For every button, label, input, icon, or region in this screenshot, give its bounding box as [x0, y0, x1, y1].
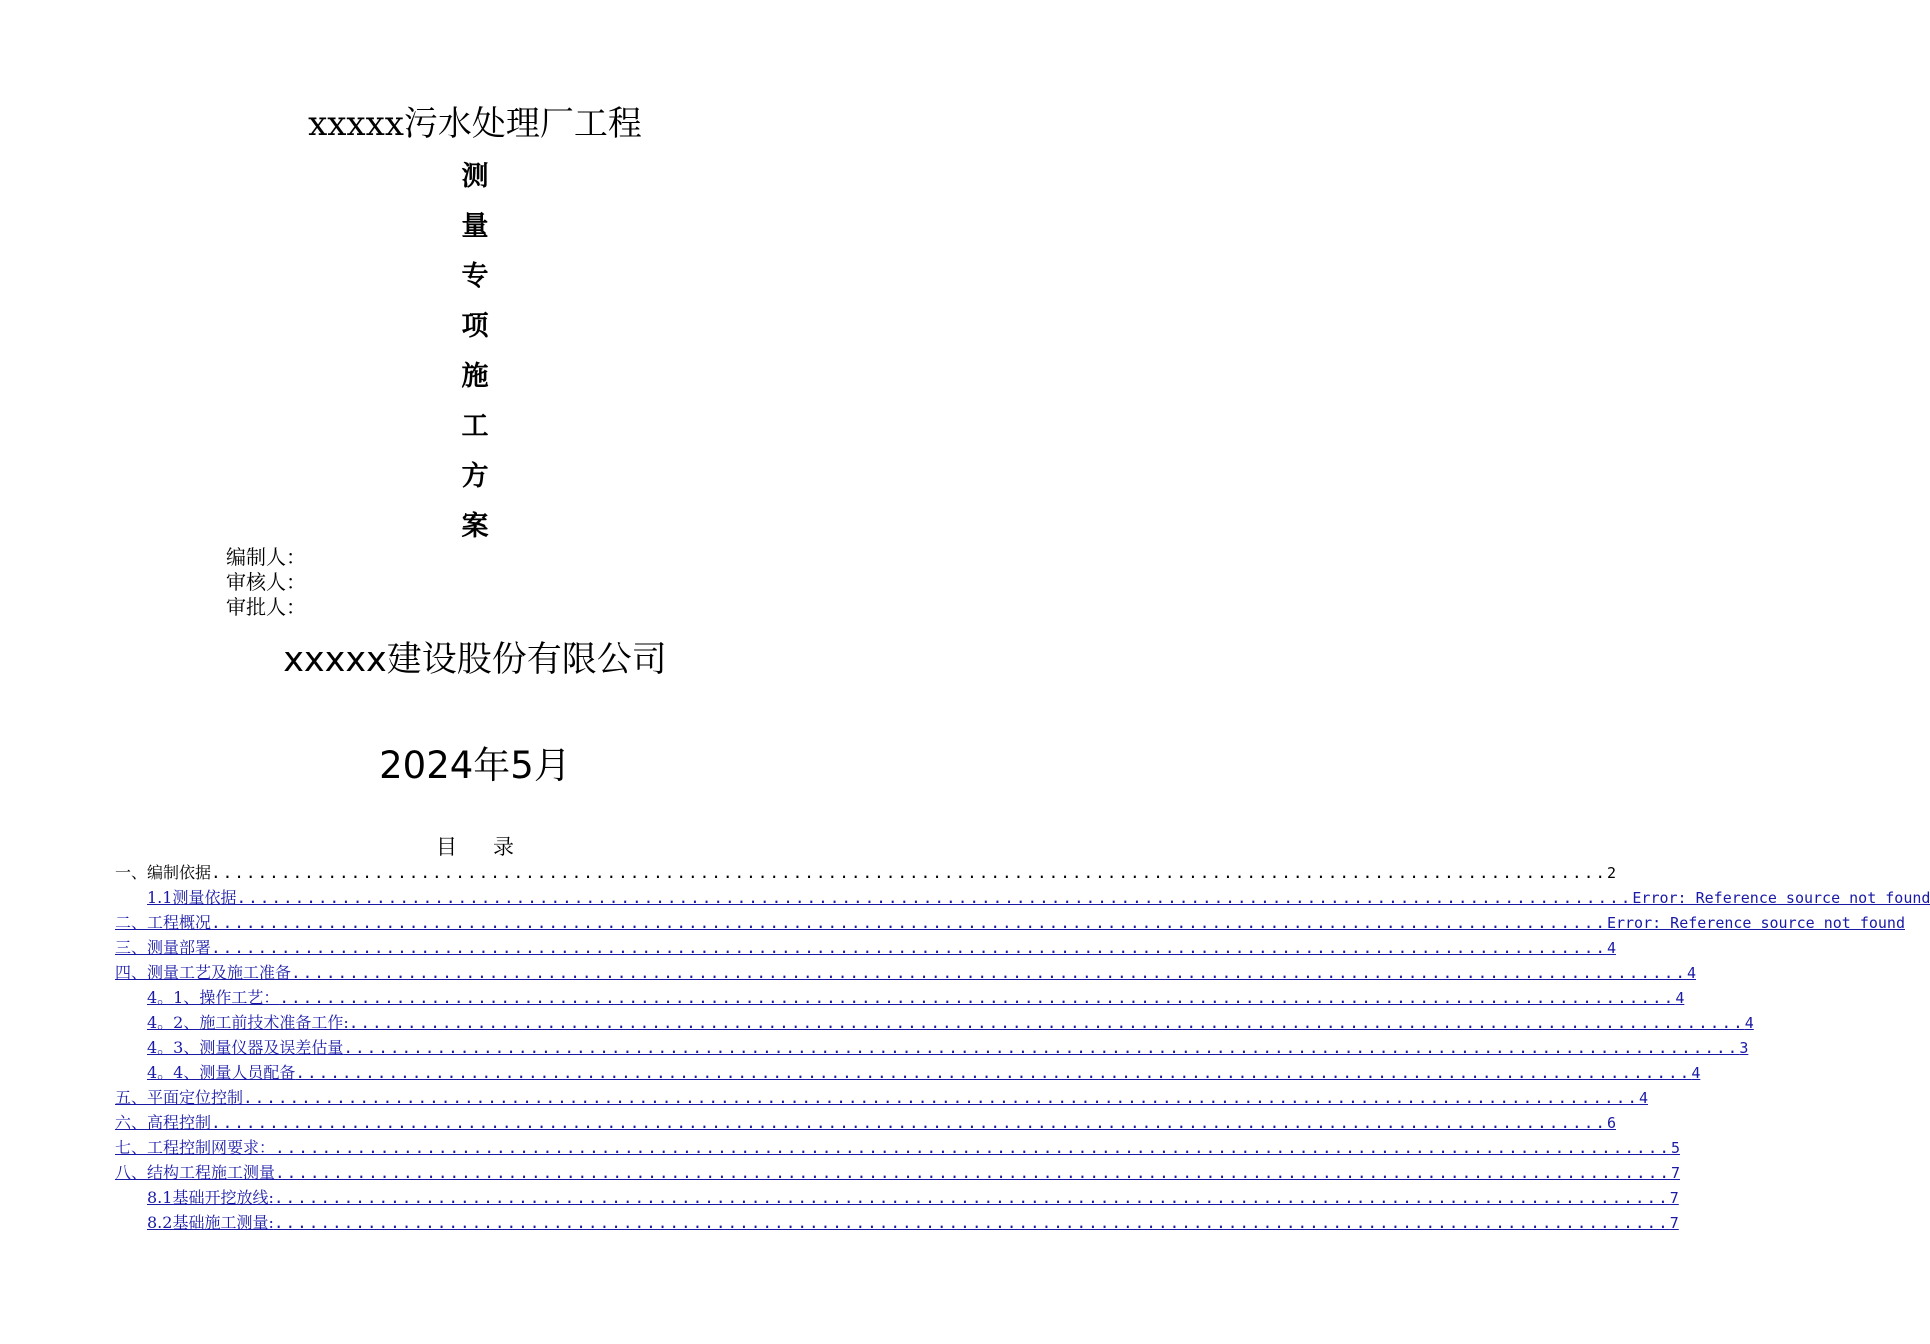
toc-entry-page: 6 [1606, 1114, 1616, 1132]
toc-leader-dots: ........................................................................................................................ [275, 1138, 1671, 1157]
toc-leader-dots: ........................................................................................................................ [211, 863, 1607, 882]
toc-entry-page: 4 [1686, 964, 1696, 982]
toc-leader-dots: ........................................................................................................................ [236, 888, 1633, 907]
doc-type-char: 项 [461, 311, 489, 342]
signoff-block [226, 545, 306, 620]
toc-leader-dots: ........................................................................................................................ [348, 1013, 1745, 1032]
toc-entry-link[interactable] [115, 1085, 1648, 1110]
toc-entry-page: 3 [1739, 1039, 1749, 1057]
toc-leader-dots: ........................................................................................................................ [279, 988, 1676, 1007]
doc-type-char: 施 [461, 361, 489, 392]
toc-leader-dots: ........................................................................................................................ [211, 913, 1607, 932]
toc-entry-label: 4。4、测量人员配备 [147, 1063, 296, 1082]
toc-entry-link[interactable] [115, 1110, 1616, 1135]
toc-entry-label: 三、测量部署 [115, 938, 212, 957]
toc-entry-page: 5 [1670, 1139, 1680, 1157]
toc-entry-link[interactable] [115, 960, 1696, 985]
compiler-label: 编制人： [226, 545, 306, 569]
toc-leader-dots: ........................................................................................................................ [273, 1213, 1670, 1232]
document-date: 2024年5月 [379, 744, 571, 787]
toc-entry-link[interactable] [115, 1035, 1749, 1060]
toc-leader-dots: ........................................................................................................................ [343, 1038, 1740, 1057]
toc-entry-label: 六、高程控制 [115, 1113, 212, 1132]
doc-type-char: 专 [461, 261, 489, 292]
toc-entry[interactable] [115, 860, 1616, 885]
toc-entry-label: 8.2基础施工测量: [147, 1213, 274, 1232]
approver-label: 审批人： [226, 595, 306, 619]
toc-entry-label: 4。2、施工前技术准备工作: [147, 1013, 349, 1032]
toc-entry-link[interactable] [115, 935, 1616, 960]
company-name: xxxxx建设股份有限公司 [283, 640, 667, 680]
toc-title: 目录 [436, 835, 550, 859]
toc-entry-link[interactable] [115, 1210, 1679, 1235]
toc-entry-label: 七、工程控制网要求： [115, 1138, 276, 1157]
doc-type-char: 量 [461, 211, 489, 242]
toc-entry-label: 4。1、操作工艺： [147, 988, 280, 1007]
toc-entry-link[interactable] [115, 1160, 1680, 1185]
toc-leader-dots: ........................................................................................................................ [211, 1113, 1607, 1132]
document-type-title [425, 152, 525, 552]
toc-entry-page: 4 [1638, 1089, 1648, 1107]
toc-entry-link[interactable] [115, 985, 1685, 1010]
toc-entry-label: 1.1测量依据 [147, 888, 237, 907]
toc-entry-link[interactable] [115, 1135, 1680, 1160]
toc-entry-page: 7 [1669, 1214, 1679, 1232]
toc-entry-link[interactable] [115, 910, 1905, 935]
reviewer-label: 审核人： [226, 570, 306, 594]
toc-entry-label: 一、编制依据 [115, 863, 212, 882]
toc-entry-label: 八、结构工程施工测量 [115, 1163, 276, 1182]
toc-entry-link[interactable] [115, 1060, 1701, 1085]
toc-entry-page: 4 [1691, 1064, 1701, 1082]
toc-entry-page: 4 [1675, 989, 1685, 1007]
doc-type-char: 测 [461, 161, 489, 192]
toc-entry-page: 4 [1606, 939, 1616, 957]
toc-entry-label: 8.1基础开挖放线: [147, 1188, 274, 1207]
doc-type-char: 工 [461, 411, 489, 442]
toc-leader-dots: ........................................................................................................................ [273, 1188, 1670, 1207]
toc-entry-label: 四、测量工艺及施工准备 [115, 963, 292, 982]
toc-entry-link[interactable] [115, 1010, 1754, 1035]
toc-entry-page: 2 [1606, 864, 1616, 882]
table-of-contents [115, 860, 1930, 1235]
toc-entry-page: 7 [1670, 1164, 1680, 1182]
doc-type-char: 案 [461, 511, 489, 542]
toc-entry-page: Error: Reference source not found [1606, 914, 1905, 932]
toc-entry-label: 二、工程概况 [115, 913, 212, 932]
toc-entry-label: 五、平面定位控制 [115, 1088, 244, 1107]
toc-entry-page: 4 [1744, 1014, 1754, 1032]
toc-leader-dots: ........................................................................................................................ [211, 938, 1607, 957]
toc-entry-page: Error: Reference source not found [1632, 889, 1930, 907]
toc-leader-dots: ........................................................................................................................ [275, 1163, 1671, 1182]
toc-entry-link[interactable] [115, 1185, 1679, 1210]
toc-entry-label: 4。3、测量仪器及误差估量 [147, 1038, 344, 1057]
toc-leader-dots: ........................................................................................................................ [295, 1063, 1692, 1082]
toc-leader-dots: ........................................................................................................................ [291, 963, 1687, 982]
toc-entry-link[interactable] [115, 885, 1930, 910]
toc-leader-dots: ........................................................................................................................ [243, 1088, 1639, 1107]
project-title: xxxxx污水处理厂工程 [308, 104, 642, 144]
doc-type-char: 方 [461, 461, 489, 492]
toc-entry-page: 7 [1669, 1189, 1679, 1207]
